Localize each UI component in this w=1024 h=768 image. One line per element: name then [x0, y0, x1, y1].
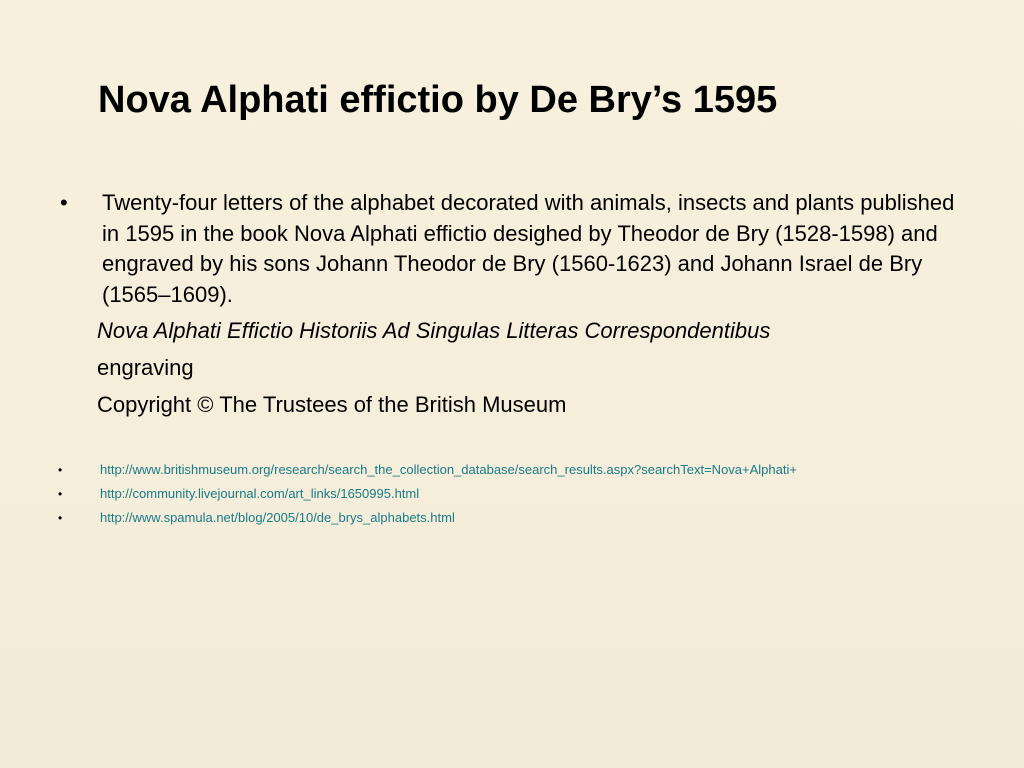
bullet-icon: • — [58, 463, 63, 477]
livejournal-link[interactable]: http://community.livejournal.com/art_links/1650995.html — [100, 486, 420, 501]
bullet-icon: • — [60, 190, 68, 215]
british-museum-link[interactable]: http://www.britishmuseum.org/research/search_the_collection_database/search_results.aspx?searchText=Nova+Alphati+ — [100, 462, 797, 477]
bullet-icon: • — [58, 511, 63, 525]
bullet-icon: • — [58, 487, 63, 501]
main-bullet-text: Twenty-four letters of the alphabet decorated with animals, insects and plants published in 1595 in the book Nova Alphati effictio desighed by Theodor de Bry (1528-1598) and engraved by his sons Johann Theodor de Bry (1560-1623) and Johann Israel de Bry (1565–1609). — [102, 190, 955, 307]
artwork-title: Nova Alphati Effictio Historiis Ad Singulas Litteras Correspondentibus — [97, 318, 771, 343]
slide-title: Nova Alphati effictio by De Bry’s 1595 — [98, 79, 778, 121]
link-list — [58, 460, 978, 532]
spamula-link[interactable]: http://www.spamula.net/blog/2005/10/de_brys_alphabets.html — [100, 510, 455, 525]
medium-label: engraving — [97, 355, 194, 380]
link-item — [58, 460, 978, 484]
link-item — [58, 484, 978, 508]
link-item — [58, 508, 978, 532]
copyright-line: Copyright © The Trustees of the British Museum — [97, 392, 567, 417]
